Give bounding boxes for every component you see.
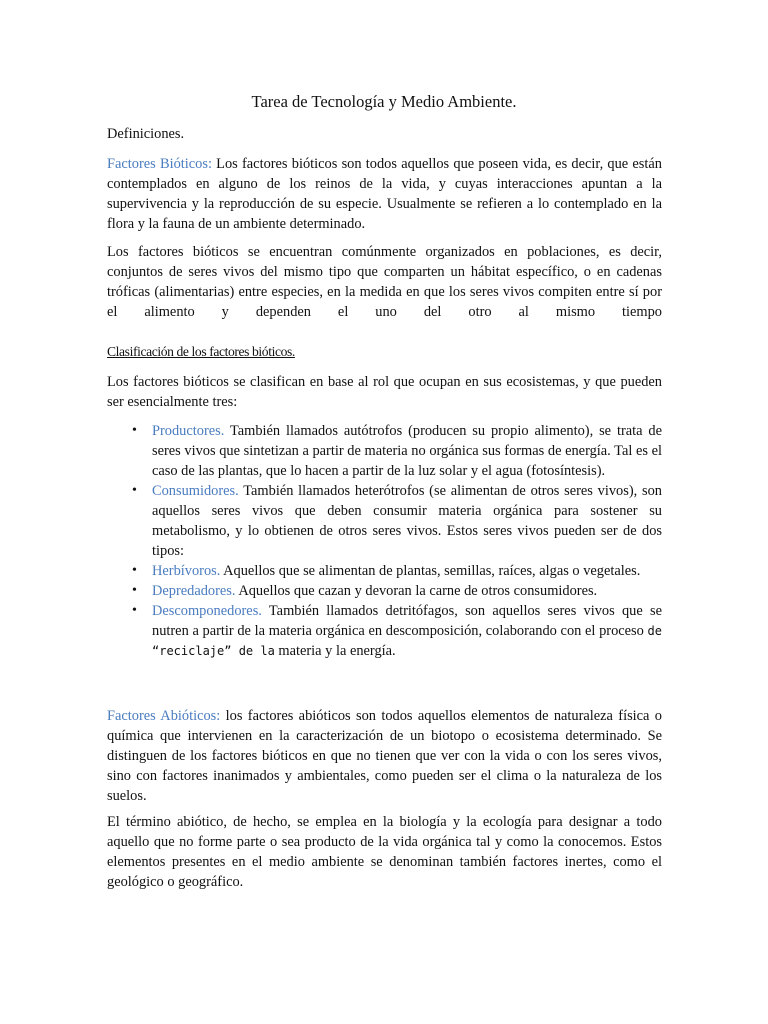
list-item-text: También llamados heterótrofos (se alimentan de otros seres vivos), son aquellos seres vivos que deben consumir materia orgánica para sostener su metabolismo, y lo obtienen de otros seres vivos. Estos seres vivos pueden ser de dos tipos: bbox=[152, 483, 662, 559]
list-item-depredadores bbox=[107, 581, 662, 601]
abioticos-paragraph-2: El término abiótico, de hecho, se emplea en la biología y la ecología para designar a todo aquello que no forme parte o sea producto de la vida orgánica tal y como la conocemos. Estos elementos presentes en el medio ambiente se denominan también factores inertes, como el geológico o geográfico. bbox=[107, 814, 662, 890]
bioticos-paragraph-2: Los factores bióticos se encuentran comúnmente organizados en poblaciones, es decir, conjuntos de seres vivos del mismo tipo que comparten un hábitat específico, o en cadenas tróficas (alimentarias) entre especies, en la medida en que los seres vivos compiten entre sí por el alimento y dependen el uno del otro al mismo tiempo bbox=[107, 244, 662, 320]
list-item-term: Consumidores. bbox=[152, 483, 239, 499]
abioticos-text: los factores abióticos son todos aquellos elementos de naturaleza física o química que intervienen en la caracterización de un biotopo o ecosistema determinado. Se distinguen de los factores bióticos en que no tienen que ver con la vida o con los seres vivos, sino con factores inanimados y ambientales, como pueden ser el clima o la naturaleza de los suelos. bbox=[107, 708, 662, 804]
classification-heading bbox=[107, 342, 662, 362]
list-item-productores bbox=[107, 421, 662, 481]
list-item-text: También llamados detritófagos, son aquellos seres vivos que se nutren a partir de la materia orgánica en descomposición, colaborando con el proceso bbox=[152, 603, 662, 639]
list-item-text: Aquellos que cazan y devoran la carne de otros consumidores. bbox=[235, 583, 598, 599]
document-title: Tarea de Tecnología y Medio Ambiente. bbox=[251, 92, 517, 111]
definitions-heading: Definiciones. bbox=[107, 126, 185, 142]
bullet-icon: • bbox=[132, 563, 137, 578]
bioticos-text: Los factores bióticos son todos aquellos que poseen vida, es decir, que están contemplados en alguno de los reinos de la vida, y cuyas interacciones apuntan a la supervivencia y la reproducción de su especie. Usualmente se refieren a lo contemplado en la flora y la fauna de un ambiente determinado. bbox=[107, 156, 662, 232]
bioticos-term: Factores Bióticos: bbox=[107, 156, 212, 172]
factor-types-list bbox=[107, 421, 662, 661]
bullet-icon: • bbox=[132, 483, 137, 498]
bioticos-paragraph bbox=[107, 154, 662, 234]
list-item-text: También llamados autótrofos (producen su propio alimento), se trata de seres vivos que sintetizan a partir de materia no orgánica sus formas de energía. Tal es el caso de las plantas, que lo hacen a partir de la luz solar y el agua (fotosíntesis). bbox=[152, 423, 662, 479]
list-item-tail-text: materia y la energía. bbox=[274, 643, 396, 659]
bullet-icon: • bbox=[132, 423, 137, 438]
classification-heading-text: Clasificación de los factores bióticos. bbox=[107, 344, 295, 359]
classification-intro: Los factores bióticos se clasifican en base al rol que ocupan en sus ecosistemas, y que pueden ser esencialmente tres: bbox=[107, 374, 662, 410]
list-item-mono-text: de “reciclaje” de la bbox=[152, 624, 662, 658]
abioticos-term: Factores Abióticos: bbox=[107, 708, 221, 724]
abioticos-paragraph bbox=[107, 706, 662, 806]
list-item-term: Productores. bbox=[152, 423, 225, 439]
list-item-herbivoros bbox=[107, 561, 662, 581]
list-item-term: Descomponedores. bbox=[152, 603, 262, 619]
list-item-consumidores bbox=[107, 481, 662, 561]
list-item-term: Depredadores. bbox=[152, 583, 236, 599]
list-item-term: Herbívoros. bbox=[152, 563, 221, 579]
bullet-icon: • bbox=[132, 603, 137, 618]
list-item-descomponedores bbox=[107, 601, 662, 661]
bullet-icon: • bbox=[132, 583, 137, 598]
list-item-text: Aquellos que se alimentan de plantas, semillas, raíces, algas o vegetales. bbox=[220, 563, 641, 579]
